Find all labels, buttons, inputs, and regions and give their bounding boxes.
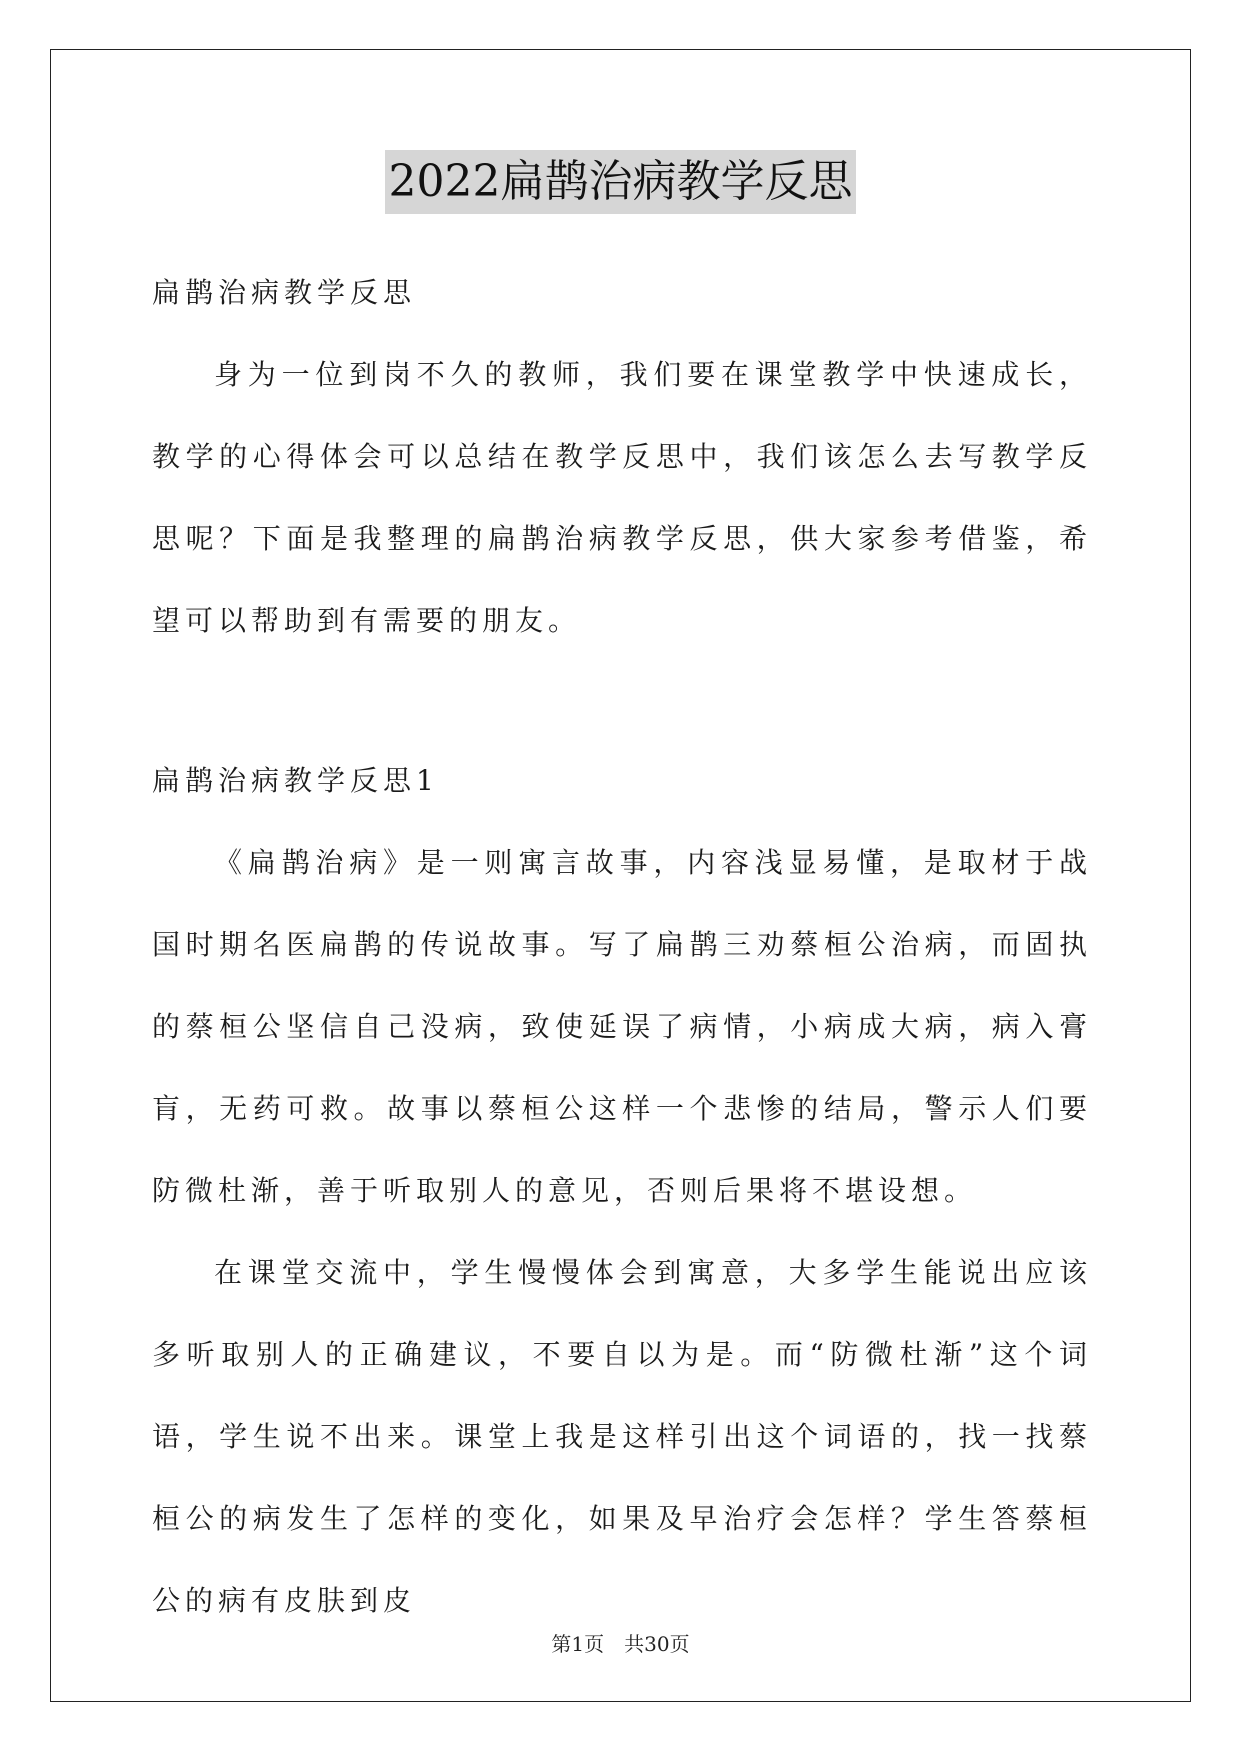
document-subtitle: 扁鹊治病教学反思 [152, 276, 417, 309]
section-gap [152, 662, 1092, 740]
section-paragraph-2: 在课堂交流中，学生慢慢体会到寓意，大多学生能说出应该多听取别人的正确建议，不要自以为是。而“防微杜渐”这个词语，学生说不出来。课堂上我是这样引出这个词语的，找一找蔡桓公的病发生了怎样的变化，如果及早治疗会怎样？学生答蔡桓公的病有皮肤到皮 [152, 1256, 1092, 1617]
document-body [152, 252, 1092, 1642]
document-title: 2022扁鹊治病教学反思 [385, 150, 857, 214]
page-total: 共30页 [624, 1632, 690, 1656]
section-heading: 扁鹊治病教学反思1 [152, 764, 439, 797]
intro-paragraph: 身为一位到岗不久的教师，我们要在课堂教学中快速成长，教学的心得体会可以总结在教学反思中，我们该怎么去写教学反思呢？下面是我整理的扁鹊治病教学反思，供大家参考借鉴，希望可以帮助到有需要的朋友。 [152, 358, 1092, 637]
title-container [0, 150, 1241, 214]
section-paragraph-1: 《扁鹊治病》是一则寓言故事，内容浅显易懂，是取材于战国时期名医扁鹊的传说故事。写了扁鹊三劝蔡桓公治病，而固执的蔡桓公坚信自己没病，致使延误了病情，小病成大病，病入膏肓，无药可救。故事以蔡桓公这样一个悲惨的结局，警示人们要防微杜渐，善于听取别人的意见，否则后果将不堪设想。 [152, 846, 1092, 1207]
page-footer [0, 1628, 1241, 1657]
page-number: 第1页 [551, 1632, 605, 1656]
